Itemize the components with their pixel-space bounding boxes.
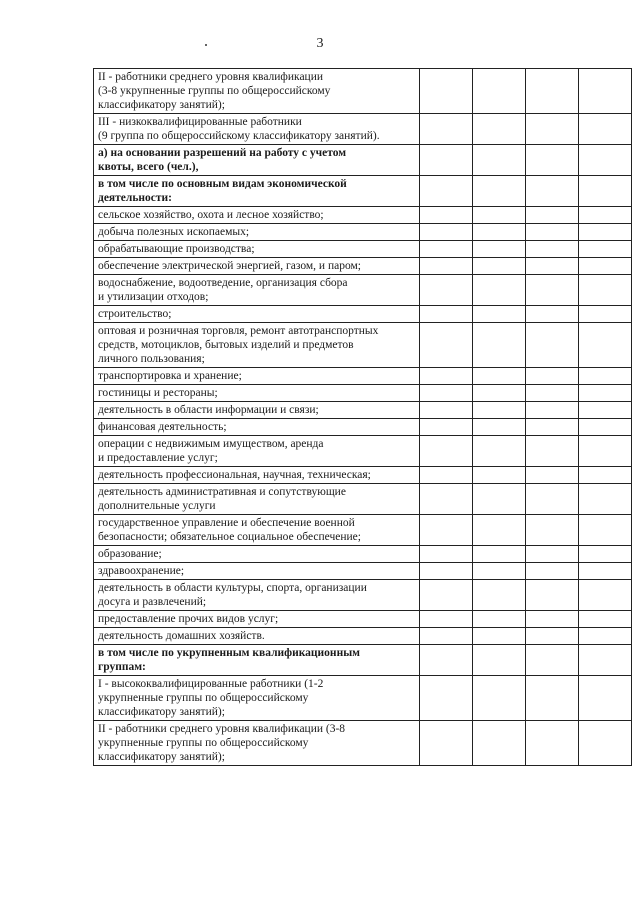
- row-label: [94, 580, 420, 611]
- value-cell[interactable]: [579, 402, 632, 419]
- row-label-line: в том числе по основным видам экономической: [98, 178, 347, 190]
- value-cell[interactable]: [526, 580, 579, 611]
- value-cell[interactable]: [526, 385, 579, 402]
- value-cell[interactable]: [579, 368, 632, 385]
- value-cell[interactable]: [526, 224, 579, 241]
- value-cell[interactable]: [526, 515, 579, 546]
- value-cell[interactable]: [579, 611, 632, 628]
- table-row: [94, 645, 632, 676]
- value-cell[interactable]: [473, 368, 526, 385]
- value-cell[interactable]: [579, 207, 632, 224]
- row-label-line: деятельность профессиональная, научная, техническая;: [98, 469, 371, 481]
- table-row: [94, 546, 632, 563]
- value-cell[interactable]: [473, 515, 526, 546]
- value-cell[interactable]: [526, 419, 579, 436]
- value-cell[interactable]: [473, 676, 526, 721]
- value-cell[interactable]: [420, 436, 473, 467]
- row-label: [94, 368, 420, 385]
- table-row: [94, 628, 632, 645]
- row-label-line: обрабатывающие производства;: [98, 243, 255, 255]
- value-cell[interactable]: [526, 645, 579, 676]
- value-cell[interactable]: [473, 580, 526, 611]
- value-cell[interactable]: [420, 176, 473, 207]
- row-label-line: средств, мотоциклов, бытовых изделий и предметов: [98, 339, 354, 351]
- row-label-line: деятельность домашних хозяйств.: [98, 630, 265, 642]
- row-label-line: водоснабжение, водоотведение, организация сбора: [98, 277, 348, 289]
- value-cell[interactable]: [579, 176, 632, 207]
- value-cell[interactable]: [526, 676, 579, 721]
- table-row: [94, 385, 632, 402]
- row-label: [94, 69, 420, 114]
- row-label-line: деятельность административная и сопутствующие: [98, 486, 346, 498]
- value-cell[interactable]: [526, 69, 579, 114]
- value-cell[interactable]: [473, 611, 526, 628]
- row-label-line: и предоставление услуг;: [98, 452, 218, 464]
- value-cell[interactable]: [526, 368, 579, 385]
- value-cell[interactable]: [473, 645, 526, 676]
- row-label-line: досуга и развлечений;: [98, 596, 207, 608]
- value-cell[interactable]: [579, 114, 632, 145]
- value-cell[interactable]: [473, 145, 526, 176]
- value-cell[interactable]: [420, 628, 473, 645]
- row-label: [94, 385, 420, 402]
- value-cell[interactable]: [579, 69, 632, 114]
- value-cell[interactable]: [579, 515, 632, 546]
- value-cell[interactable]: [420, 385, 473, 402]
- row-label-line: финансовая деятельность;: [98, 421, 227, 433]
- row-label-line: личного пользования;: [98, 353, 205, 365]
- table-row: [94, 368, 632, 385]
- row-label-line: I - высококвалифицированные работники (1-2: [98, 678, 324, 690]
- row-label-line: обеспечение электрической энергией, газом, и паром;: [98, 260, 361, 272]
- value-cell[interactable]: [420, 484, 473, 515]
- table-row: [94, 176, 632, 207]
- value-cell[interactable]: [526, 436, 579, 467]
- row-label: [94, 645, 420, 676]
- row-label-line: деятельности:: [98, 192, 173, 204]
- table-row: [94, 467, 632, 484]
- statistics-form-table: [93, 68, 632, 766]
- value-cell[interactable]: [526, 402, 579, 419]
- row-label-line: (9 группа по общероссийскому классификатору занятий).: [98, 130, 380, 142]
- value-cell[interactable]: [579, 628, 632, 645]
- row-label-line: деятельность в области культуры, спорта, организации: [98, 582, 367, 594]
- row-label-line: деятельность в области информации и связи;: [98, 404, 319, 416]
- value-cell[interactable]: [420, 419, 473, 436]
- table-row: [94, 563, 632, 580]
- table-row: [94, 69, 632, 114]
- value-cell[interactable]: [579, 563, 632, 580]
- value-cell[interactable]: [420, 467, 473, 484]
- value-cell[interactable]: [420, 676, 473, 721]
- value-cell[interactable]: [579, 484, 632, 515]
- value-cell[interactable]: [473, 114, 526, 145]
- value-cell[interactable]: [526, 721, 579, 766]
- row-label-line: сельское хозяйство, охота и лесное хозяйство;: [98, 209, 324, 221]
- value-cell[interactable]: [473, 628, 526, 645]
- value-cell[interactable]: [473, 275, 526, 306]
- row-label: [94, 611, 420, 628]
- table-row: [94, 323, 632, 368]
- value-cell[interactable]: [526, 484, 579, 515]
- table-row: [94, 241, 632, 258]
- row-label-line: II - работники среднего уровня квалификации: [98, 71, 324, 83]
- row-label-line: безопасности; обязательное социальное обеспечение;: [98, 531, 361, 543]
- row-label-line: и утилизации отходов;: [98, 291, 209, 303]
- value-cell[interactable]: [579, 580, 632, 611]
- value-cell[interactable]: [526, 563, 579, 580]
- value-cell[interactable]: [526, 207, 579, 224]
- value-cell[interactable]: [420, 145, 473, 176]
- value-cell[interactable]: [579, 323, 632, 368]
- row-label-line: в том числе по укрупненным квалификационным: [98, 647, 361, 659]
- value-cell[interactable]: [420, 368, 473, 385]
- value-cell[interactable]: [579, 721, 632, 766]
- value-cell[interactable]: [579, 436, 632, 467]
- value-cell[interactable]: [473, 467, 526, 484]
- value-cell[interactable]: [420, 546, 473, 563]
- value-cell[interactable]: [473, 419, 526, 436]
- row-label-line: классификатору занятий);: [98, 99, 225, 111]
- value-cell[interactable]: [420, 69, 473, 114]
- row-label: [94, 207, 420, 224]
- value-cell[interactable]: [420, 563, 473, 580]
- value-cell[interactable]: [420, 721, 473, 766]
- row-label-line: добыча полезных ископаемых;: [98, 226, 250, 238]
- value-cell[interactable]: [579, 645, 632, 676]
- value-cell[interactable]: [526, 258, 579, 275]
- row-label-line: III - низкоквалифицированные работники: [98, 116, 302, 128]
- value-cell[interactable]: [473, 207, 526, 224]
- row-label: [94, 402, 420, 419]
- row-label-line: государственное управление и обеспечение военной: [98, 517, 355, 529]
- value-cell[interactable]: [526, 546, 579, 563]
- row-label-line: группам:: [98, 661, 146, 673]
- value-cell[interactable]: [473, 176, 526, 207]
- value-cell[interactable]: [473, 721, 526, 766]
- value-cell[interactable]: [473, 402, 526, 419]
- row-label: [94, 306, 420, 323]
- value-cell[interactable]: [420, 258, 473, 275]
- value-cell[interactable]: [579, 241, 632, 258]
- value-cell[interactable]: [526, 145, 579, 176]
- row-label: [94, 676, 420, 721]
- row-label-line: строительство;: [98, 308, 172, 320]
- value-cell[interactable]: [420, 207, 473, 224]
- table-row: [94, 114, 632, 145]
- row-label: [94, 241, 420, 258]
- value-cell[interactable]: [420, 580, 473, 611]
- value-cell[interactable]: [526, 241, 579, 258]
- table-row: [94, 275, 632, 306]
- value-cell[interactable]: [526, 176, 579, 207]
- value-cell[interactable]: [473, 484, 526, 515]
- row-label-line: укрупненные группы по общероссийскому: [98, 692, 309, 704]
- table-row: [94, 436, 632, 467]
- value-cell[interactable]: [473, 306, 526, 323]
- value-cell[interactable]: [473, 436, 526, 467]
- table-row: [94, 484, 632, 515]
- value-cell[interactable]: [579, 385, 632, 402]
- value-cell[interactable]: [526, 114, 579, 145]
- row-label: [94, 258, 420, 275]
- row-label-line: классификатору занятий);: [98, 751, 225, 763]
- table-row: [94, 306, 632, 323]
- value-cell[interactable]: [420, 402, 473, 419]
- value-cell[interactable]: [420, 515, 473, 546]
- table-row: [94, 676, 632, 721]
- row-label: [94, 721, 420, 766]
- row-label-line: II - работники среднего уровня квалификации (3-8: [98, 723, 346, 735]
- value-cell[interactable]: [579, 419, 632, 436]
- row-label: [94, 515, 420, 546]
- row-label-line: дополнительные услуги: [98, 500, 216, 512]
- value-cell[interactable]: [579, 676, 632, 721]
- table-row: [94, 258, 632, 275]
- value-cell[interactable]: [579, 224, 632, 241]
- value-cell[interactable]: [526, 628, 579, 645]
- row-label: [94, 176, 420, 207]
- value-cell[interactable]: [473, 323, 526, 368]
- table-row: [94, 145, 632, 176]
- value-cell[interactable]: [473, 258, 526, 275]
- value-cell[interactable]: [473, 224, 526, 241]
- value-cell[interactable]: [473, 546, 526, 563]
- value-cell[interactable]: [473, 385, 526, 402]
- row-label-line: укрупненные группы по общероссийскому: [98, 737, 309, 749]
- table-row: [94, 580, 632, 611]
- row-label-line: предоставление прочих видов услуг;: [98, 613, 279, 625]
- row-label: [94, 323, 420, 368]
- row-label: [94, 224, 420, 241]
- value-cell[interactable]: [579, 275, 632, 306]
- value-cell[interactable]: [420, 114, 473, 145]
- row-label: [94, 114, 420, 145]
- value-cell[interactable]: [579, 258, 632, 275]
- value-cell[interactable]: [473, 563, 526, 580]
- row-label-line: оптовая и розничная торговля, ремонт автотранспортных: [98, 325, 379, 337]
- value-cell[interactable]: [420, 275, 473, 306]
- value-cell[interactable]: [579, 467, 632, 484]
- value-cell[interactable]: [579, 306, 632, 323]
- row-label-line: гостиницы и рестораны;: [98, 387, 218, 399]
- row-label: [94, 628, 420, 645]
- value-cell[interactable]: [579, 145, 632, 176]
- table-row: [94, 207, 632, 224]
- value-cell[interactable]: [526, 306, 579, 323]
- value-cell[interactable]: [526, 467, 579, 484]
- table-row: [94, 611, 632, 628]
- page-number: 3: [316, 36, 324, 51]
- row-label: [94, 467, 420, 484]
- value-cell[interactable]: [420, 645, 473, 676]
- row-label: [94, 419, 420, 436]
- value-cell[interactable]: [473, 241, 526, 258]
- row-label-line: классификатору занятий);: [98, 706, 225, 718]
- table-row: [94, 515, 632, 546]
- row-label-line: (3-8 укрупненные группы по общероссийскому: [98, 85, 331, 97]
- value-cell[interactable]: [420, 323, 473, 368]
- value-cell[interactable]: [526, 323, 579, 368]
- scan-speck: [205, 44, 207, 46]
- table-row: [94, 721, 632, 766]
- table-row: [94, 419, 632, 436]
- row-label: [94, 436, 420, 467]
- value-cell[interactable]: [420, 611, 473, 628]
- value-cell[interactable]: [526, 611, 579, 628]
- row-label: [94, 275, 420, 306]
- row-label: [94, 563, 420, 580]
- row-label-line: квоты, всего (чел.),: [98, 161, 199, 173]
- row-label: [94, 546, 420, 563]
- value-cell[interactable]: [420, 241, 473, 258]
- table-row: [94, 224, 632, 241]
- value-cell[interactable]: [420, 306, 473, 323]
- row-label-line: здравоохранение;: [98, 565, 185, 577]
- row-label-line: операции с недвижимым имуществом, аренда: [98, 438, 324, 450]
- row-label-line: образование;: [98, 548, 162, 560]
- row-label-line: транспортировка и хранение;: [98, 370, 242, 382]
- value-cell[interactable]: [526, 275, 579, 306]
- row-label-line: а) на основании разрешений на работу с учетом: [98, 147, 347, 159]
- table-row: [94, 402, 632, 419]
- value-cell[interactable]: [473, 69, 526, 114]
- value-cell[interactable]: [420, 224, 473, 241]
- value-cell[interactable]: [579, 546, 632, 563]
- row-label: [94, 484, 420, 515]
- row-label: [94, 145, 420, 176]
